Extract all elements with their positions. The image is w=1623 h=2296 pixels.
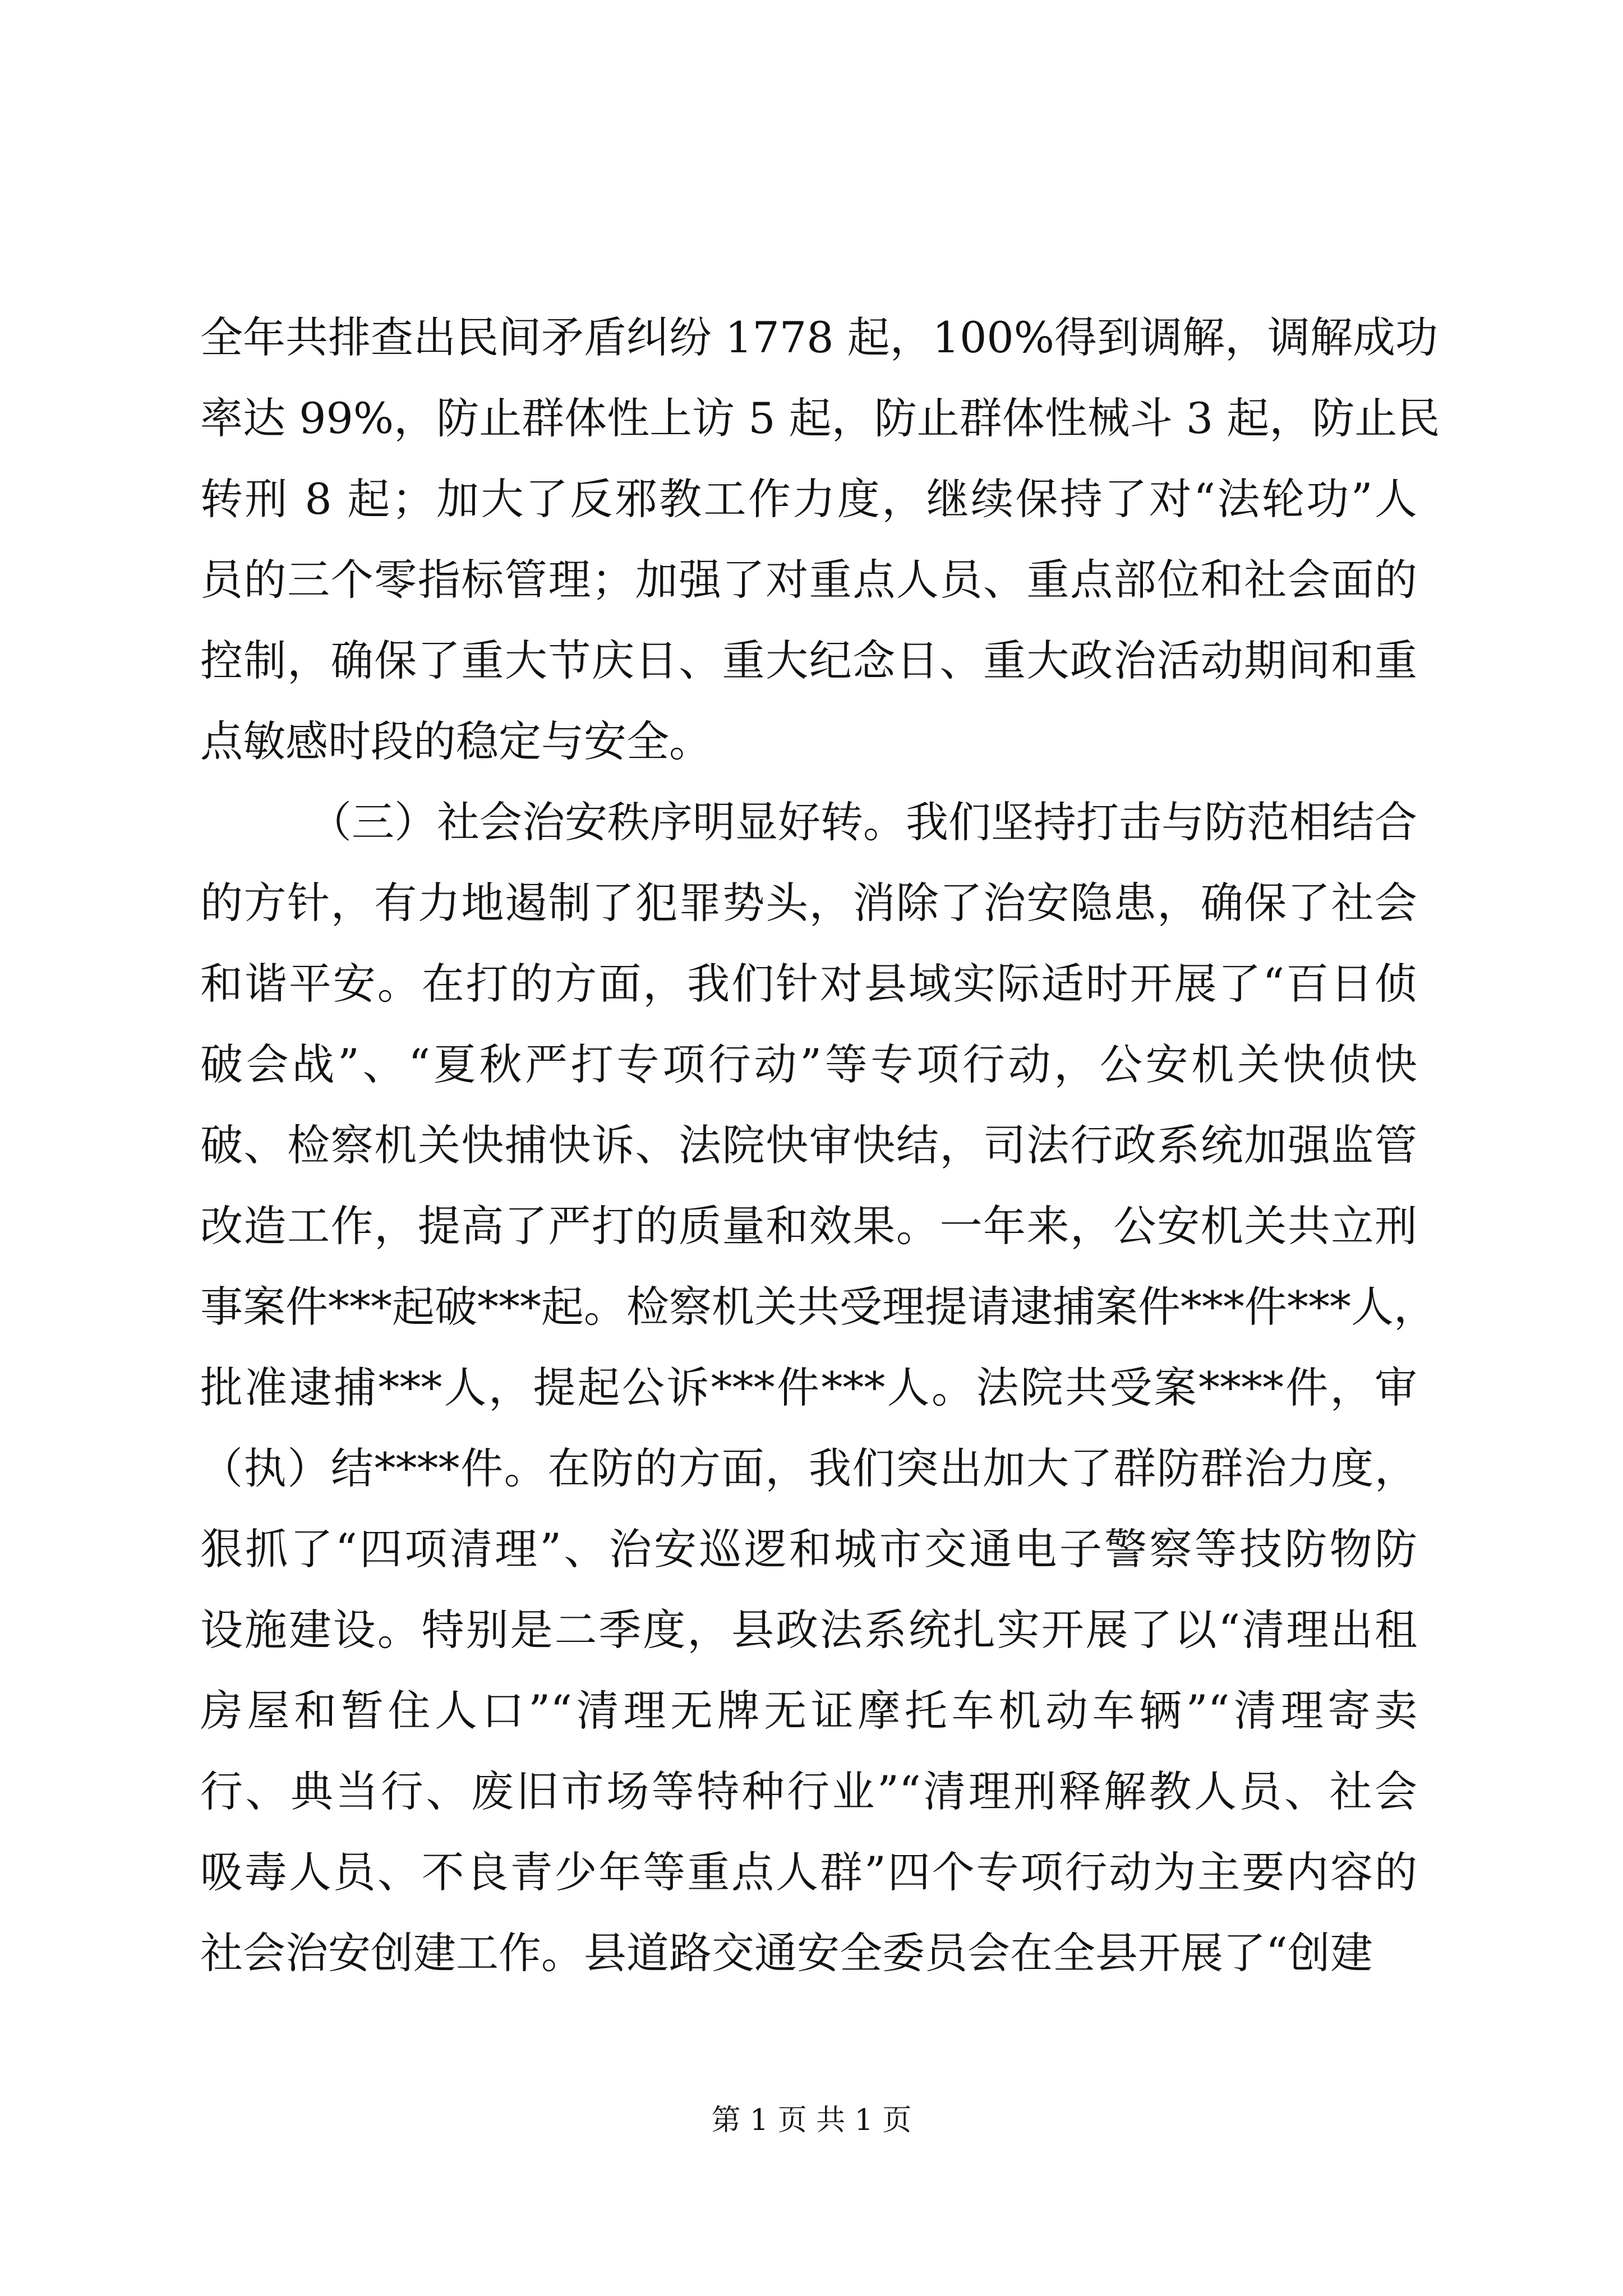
text-line: 吸毒人员、不良青少年等重点人群”四个专项行动为主要内容的 — [200, 1847, 1417, 1897]
text-line: 狠抓了“四项清理”、治安巡逻和城市交通电子警察等技防物防 — [200, 1524, 1417, 1574]
text-line: 破会战”、“夏秋严打专项行动”等专项行动，公安机关快侦快 — [200, 1039, 1417, 1089]
text-line: （三）社会治安秩序明显好转。我们坚持打击与防范相结合 — [309, 797, 1417, 847]
paragraph-2 — [200, 782, 1436, 1994]
text-line: 行、典当行、废旧市场等特种行业”“清理刑释解教人员、社会 — [200, 1766, 1417, 1816]
text-line: 全年共排查出民间矛盾纠纷 1778 起，100%得到调解，调解成功 — [200, 312, 1438, 362]
page-number-footer: 第 1 页 共 1 页 — [711, 2104, 912, 2137]
text-line: 和谐平安。在打的方面，我们针对县域实际适时开展了“百日侦 — [200, 959, 1417, 1009]
text-line: （执）结****件。在防的方面，我们突出加大了群防群治力度， — [200, 1443, 1417, 1493]
text-line: 房屋和暂住人口”“清理无牌无证摩托车机动车辆”“清理寄卖 — [200, 1686, 1417, 1736]
paragraph-1 — [200, 297, 1440, 782]
body-text — [200, 297, 1440, 1994]
text-line: 点敏感时段的稳定与安全。 — [200, 716, 712, 766]
text-line: 控制，确保了重大节庆日、重大纪念日、重大政治活动期间和重 — [200, 636, 1417, 685]
text-line: 员的三个零指标管理；加强了对重点人员、重点部位和社会面的 — [200, 555, 1417, 605]
text-line: 事案件***起破***起。检察机关共受理提请逮捕案件***件***人， — [200, 1282, 1436, 1332]
text-line: 社会治安创建工作。县道路交通安全委员会在全县开展了“创建 — [200, 1928, 1373, 1978]
text-line: 批准逮捕***人，提起公诉***件***人。法院共受案****件，审 — [200, 1363, 1417, 1412]
text-line: 的方针，有力地遏制了犯罪势头，消除了治安隐患，确保了社会 — [200, 878, 1417, 928]
text-line: 设施建设。特别是二季度，县政法系统扎实开展了以“清理出租 — [200, 1605, 1417, 1655]
text-line: 率达 99%，防止群体性上访 5 起，防止群体性械斗 3 起，防止民 — [200, 393, 1440, 443]
text-line: 改造工作，提高了严打的质量和效果。一年来，公安机关共立刑 — [200, 1201, 1417, 1251]
text-line: 破、检察机关快捕快诉、法院快审快结，司法行政系统加强监管 — [200, 1120, 1417, 1170]
text-line: 转刑 8 起；加大了反邪教工作力度，继续保持了对“法轮功”人 — [200, 474, 1417, 524]
